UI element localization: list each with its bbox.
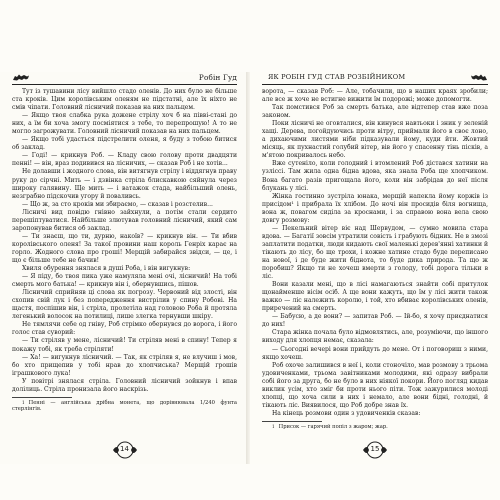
left-body-text — [12, 88, 237, 413]
page-number: 14 — [120, 445, 129, 453]
left-page — [0, 72, 249, 464]
page-number-badge — [111, 440, 139, 460]
paragraph: — Сьогодні вечері вони прийдуть до мене. От і поговориш з ними, якщо хочеш. — [262, 345, 488, 361]
footnote-marker: 1 — [22, 399, 25, 405]
footnote-rule — [12, 397, 72, 398]
paragraph: — Ти знаєш, що ти, дурню, накоїв? — крикнув він. — Ти вбив королівського оленя! За такої провини наш король Генріх карає на горло. Жодного слова про гроші! Мерщій забирайся звідси, — це, і що є більше тебе не бачив! — [12, 232, 237, 264]
paragraph: Вже сутеніло, коли голодний і втомлений Роб дістався хатини на узліссі. Там жила одна бідна вдова, яка знала Роба ще хлопчиком. Вона багато разів пригощала його, коли він забрідав до неї після блукань у лісі. — [262, 160, 488, 192]
paragraph: — Бабусю, а де вони? — запитав Роб. — Ій-бо, я хочу приєднатися до них! — [262, 313, 488, 329]
paragraph: — Пекельний вітер віє над Шервудом, — сумно мовила стара вдова. — Багатії зовсім утратили совість і грабують бідних. Не в змозі заплатити податки, люди кидають свої маленькі дерев'янні хатинки й тікають до лісу, бо ще трохи, і кожне хатине стадо буде переписано на нової, і де буде жити біднота, то буде дика природа. Та що ж поробиш? Якщо ти не хочеш вмерти з голоду, тобі дорога тільки в ліс. — [262, 224, 488, 281]
paragraph: — Що ж, за сто кроків ми збираємо, — сказав і розстелив... — [22, 200, 213, 208]
paragraph: Хвиля обурення знялася в душі Роба, і він вигукнув: — [22, 265, 191, 273]
left-running-header — [12, 72, 237, 85]
running-title: ЯК РОБІН ГУД СТАВ РОЗБІЙНИКОМ — [268, 73, 406, 81]
running-title: Робін Гуд — [198, 73, 237, 82]
paragraph: Так помстився Роб за смерть батька, але відтепер став вже поза законом. — [262, 104, 488, 120]
paragraph: — Годі! — крикнув Роб. — Кладу свою голову проти двадцяти пенні! — він, враз подивився на лісничих, — сказав Роб і не хотів... — [12, 152, 237, 168]
paragraph: — Якщо твоя слабка рука дожене стрілу хоч б на півві-стані до них, а їм би хоча змогу посміятися з тебе, то перепрошую! А то не могло загрожувати. Головний лісничий показав на них пальцем. — [12, 112, 237, 136]
paragraph: Не долавши і жодного слова, він витягнув стрілу і віддягнув праву руку до сірчні. Мить — і дзвінка стріла блискавкою сяйнула через широку галявину. Ще мить — і ватажок стада, найбільший олень, незграбно підскочив угору й поваливсь. — [12, 168, 237, 200]
paragraph: Вони казали мені, що в лісі намагаються знайти собі притулок щонайменше вісім осіб. А ще вони кажуть, що їм у лісі жити також важко — ліс належить королю, і той, хто вбиває королівських оленів, приречений на смерть. — [262, 281, 488, 313]
paragraph: Жінка гостинно зустріла юнака, мерщій напекла йому коржів із присідом¹ і прибрала їх хлібом. До ночі він просидів біля вогнища, вона ж, повагом сиділа за кроснами, і за справою вона вела свою довгу розмову: — [262, 192, 488, 224]
right-body-text — [262, 88, 488, 431]
footnote-rule — [262, 421, 322, 422]
footnote — [12, 400, 237, 413]
heraldic-lion-icon — [12, 72, 30, 82]
paragraph: Лісничий сприйняв ці слова як погрозу. Червоний від злості, він схопив свій лук і без попередження вистрілив у спину Робові. На щастя, поспішив він, і стріла, пролетіла над головою Роба й протяла легенький волосок на потилиці, лише злегка тернувши шкіру. — [12, 289, 237, 321]
paragraph: Тут із тушавини лісу вийшло стадо оленів. До них було не більше ста кроків. Цим королівським оленям не підстатні, але їх ніхто не смів чіпати. Головний лісничий показав на них пальцем. — [12, 88, 237, 112]
footnote-text: Пенні — англійська дрібна монета, що дорівнювала 1/240 фунта стерлінгів. — [12, 399, 237, 413]
heraldic-lion-icon — [470, 72, 488, 82]
page-number: 15 — [370, 445, 380, 453]
paragraph: Поки лісничі не оговталися, він кинувся навтьоки і зник у зеленій хащі. Дерева, погойдуючись проти вітру, приймали його в своє лоно, а дихаючими листями ніби підказували йому, куди йти. Жовтий місяць, як пухнастий голубий вітер, вів його у спасенну тінь пісків, а м'ятою покривалось небо. — [262, 120, 488, 160]
paragraph: — Якщо тобі удасться підстрелити оленя, я буду з тобою битися об заклад. — [12, 136, 237, 152]
right-page — [250, 72, 500, 464]
paragraph: — Ти стріляв у мене, лісничий! Ти стріляв мені в спину! Тепер я покажу тобі, як треба стріляти! — [12, 337, 237, 353]
footnote-text: Присок — гарячий попіл з жаром; жар. — [278, 423, 388, 430]
paragraph: У повітрі знялася стріла. Головний лісничий зойкнув і впав долілиць. Стріла пронизала його наскрізь. — [12, 377, 237, 393]
paragraph: Не тямлячи себе од гніву, Роб стрімко обернувся до ворога, і його голос став суворий: — [12, 321, 237, 337]
paragraph: — Я піду, бо твоя пика уже намуляла мені очі, лісничий! На тобі смерть мого батька! — крикнув він і, обернувшись, пішов. — [12, 273, 237, 289]
right-running-header — [262, 72, 488, 85]
paragraph: Лісничі вид повідю гнівно зайхнули, а потім стали сердито перешіптуватися. Найбільше злютував головний лісничий, який сам заропонував битися об заклад. — [12, 208, 237, 232]
page-number-badge — [361, 440, 389, 460]
paragraph: На кінець розмови один з удовиченків сказав: — [272, 409, 421, 417]
footnote — [262, 424, 488, 431]
paragraph: ворота, — сказав Роб: — Але, тобачили, що в наших краях зробили; але все ж хоче не встигне вижити їм подорожі; може допомогти. — [262, 88, 488, 104]
footnote-marker: 1 — [272, 423, 275, 429]
paragraph: Стара жінка почала було відмовлятись, але, розуміючи, що іншого виходу для хлопця немає, сказала: — [262, 329, 488, 345]
paragraph: Роб охоче залишився в неї і, коли стоночіло, мав розмову з трьома удовиченками, трьома завітниками молодими, які одразу вибрали собі його за друга, бо не було в них ніякої покори. Його погляд кидав виклик усім, хто зміг би проти нього піти. Тож зажурилися молоді хлопці, що хоча сили в них і немало, але вони бідні, голодні, й тікають ліс. Виявилося, що Роб добре знав їх. — [262, 361, 488, 409]
paragraph: — Ха! — вигукнув лісничий. — Так, як стріляв я, не влучиш і мов, бо хто прищепив у тобі нрав до хлопчиська? Мерщій грошів іграшкового лука! — [12, 353, 237, 377]
